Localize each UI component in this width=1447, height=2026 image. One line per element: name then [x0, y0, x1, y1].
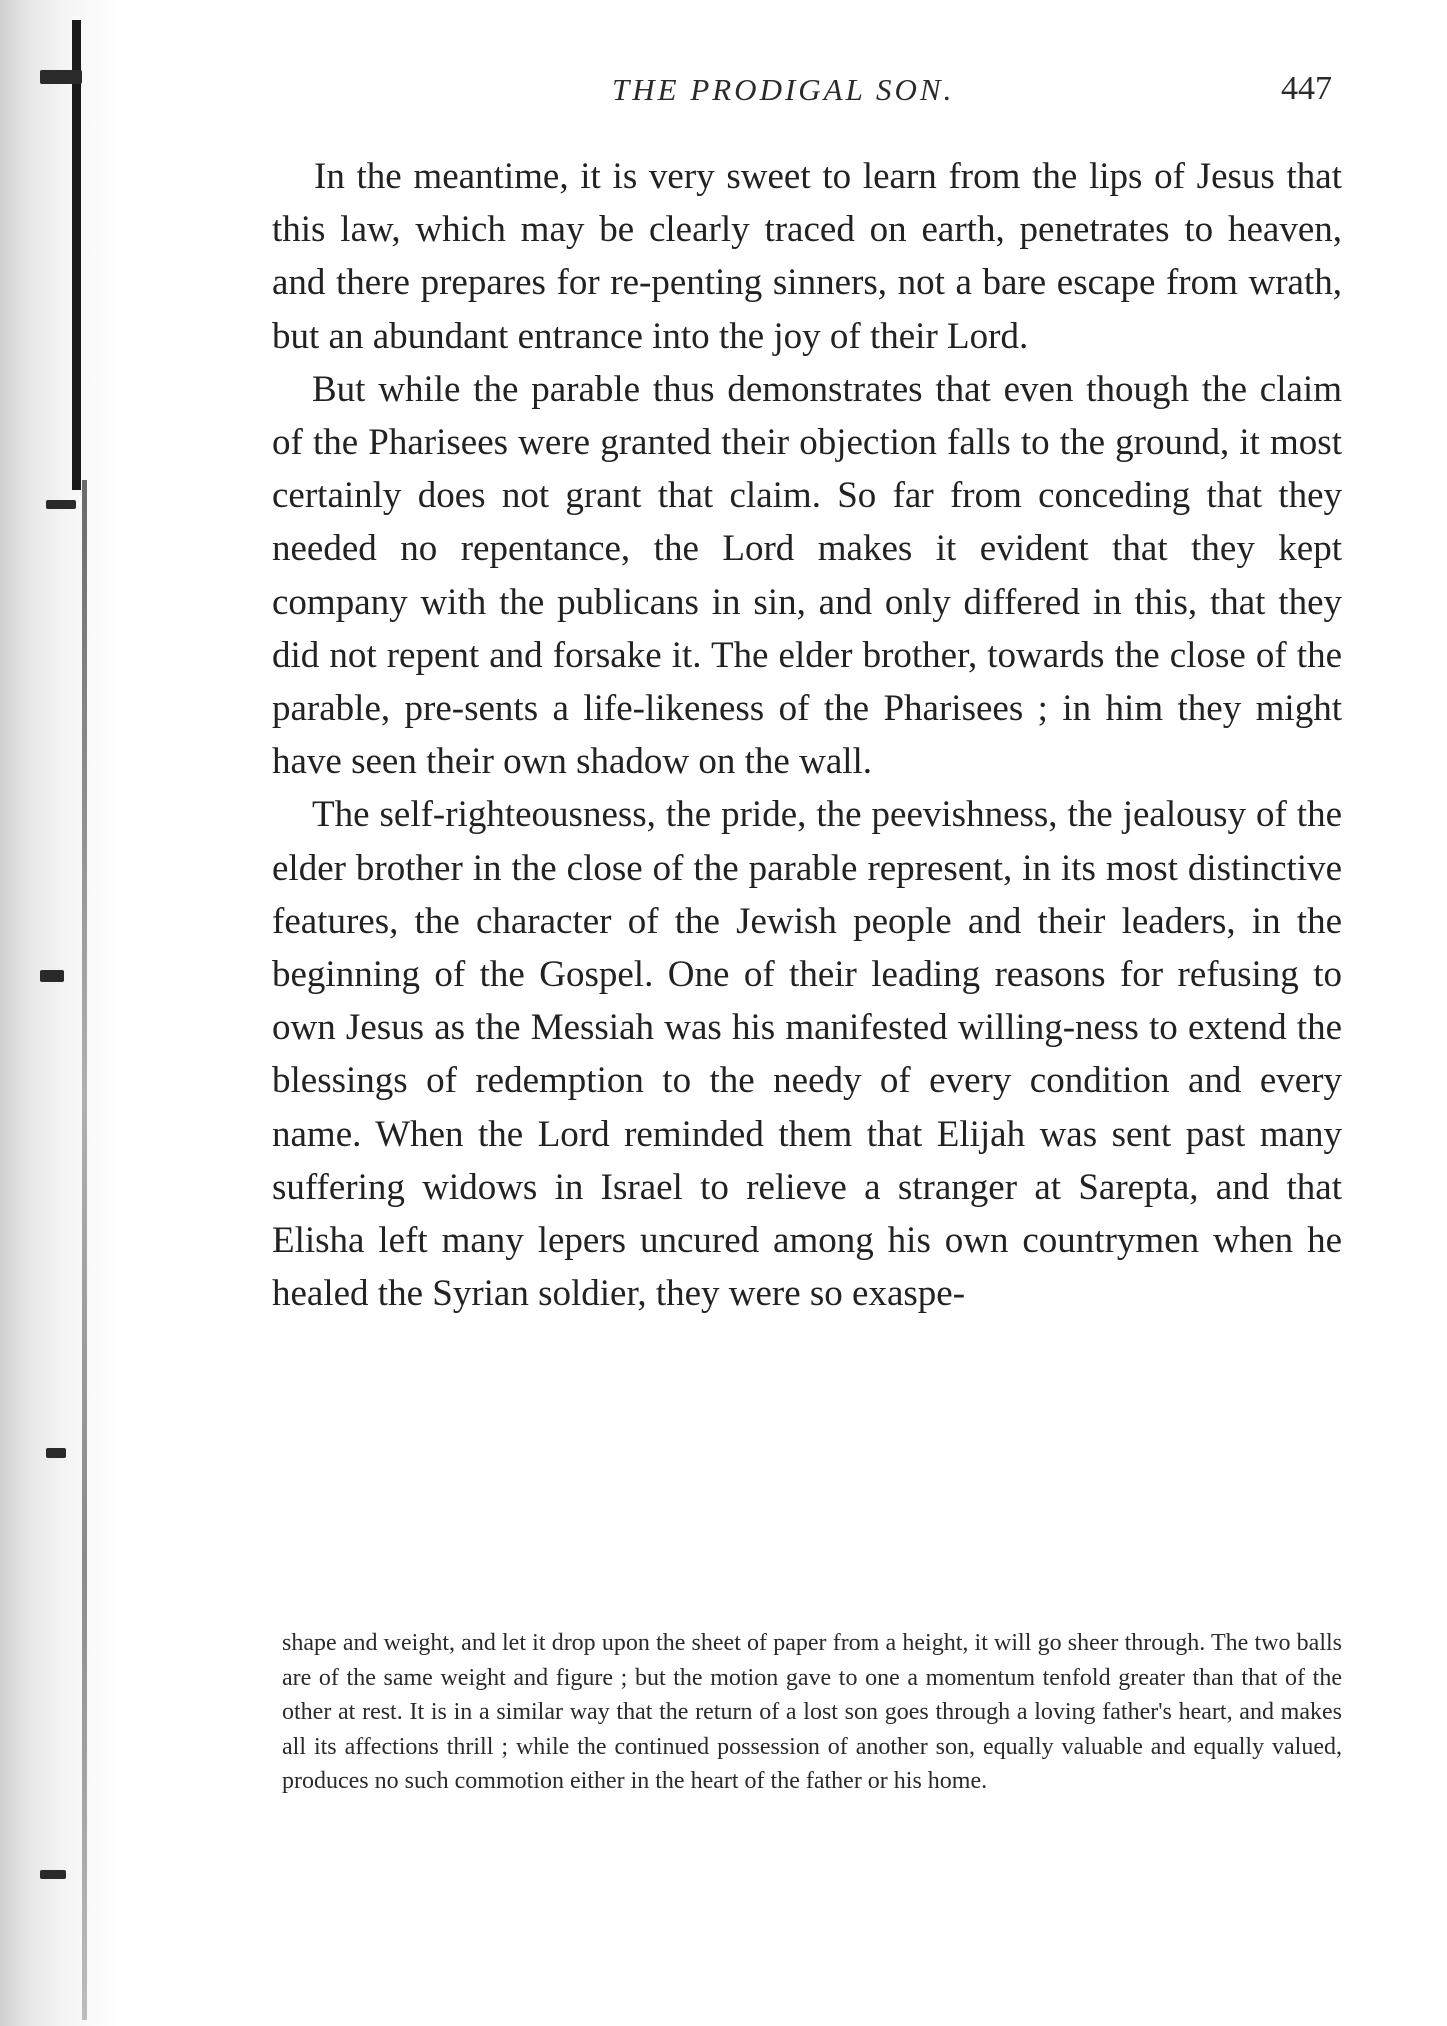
paragraph: The self-righteousness, the pride, the peevishness, the jealousy of the elder brother in the close of the parable represent, in its most distinctive features, the character of the Jewish people and their leaders, in the beginning of the Gospel. One of their leading reasons for refusing to own Jesus as the Messiah was his manifested willing-ness to extend the blessings of redemption to the needy of every condition and every name. When the Lord reminded them that Elijah was sent past many suffering widows in Israel to relieve a stranger at Sarepta, and that Elisha left many lepers uncured among his own countrymen when he healed the Syrian soldier, they were so exaspe- — [272, 794, 1342, 1315]
scan-speck — [40, 70, 82, 84]
paragraph: But while the parable thus demonstrates that even though the claim of the Pharisees were granted their objection falls to the ground, it most certainly does not grant that claim. So far from conceding that they needed no repentance, the Lord makes it evident that they kept company with the publicans in sin, and only differed in this, that they did not repent and forsake it. The elder brother, towards the close of the parable, pre-sents a life-likeness of the Pharisees ; in him they might have seen their own shadow on the wall. — [272, 368, 1342, 783]
scan-speck — [40, 970, 64, 982]
running-head — [272, 72, 1342, 132]
body-text — [272, 150, 1342, 1320]
paragraph: In the meantime, it is very sweet to learn from the lips of Jesus that this law, which may be clearly traced on earth, penetrates to heaven, and there prepares for re-penting sinners, not a bare escape from wrath, but an abundant entrance into the joy of their Lord. — [272, 156, 1342, 357]
binding-edge — [82, 480, 87, 2020]
scan-gutter — [0, 0, 120, 2026]
binding-shadow — [72, 20, 81, 490]
running-title: THE PRODIGAL SON. — [612, 72, 955, 107]
scan-speck — [46, 1448, 66, 1458]
page-number: 447 — [1281, 70, 1332, 107]
footnote-text: shape and weight, and let it drop upon the sheet of paper from a height, it will go sheer through. The two balls are of the same weight and figure ; but the motion gave to one a momentum tenfold greater than that of the other at rest. It is in a similar way that the return of a lost son goes through a loving father's heart, and makes all its affections thrill ; while the continued possession of another son, equally valuable and equally valued, produces no such commotion either in the heart of the father or his home. — [282, 1630, 1342, 1794]
footnote — [282, 1626, 1342, 1799]
scan-speck — [40, 1870, 66, 1879]
scan-speck — [46, 500, 76, 509]
